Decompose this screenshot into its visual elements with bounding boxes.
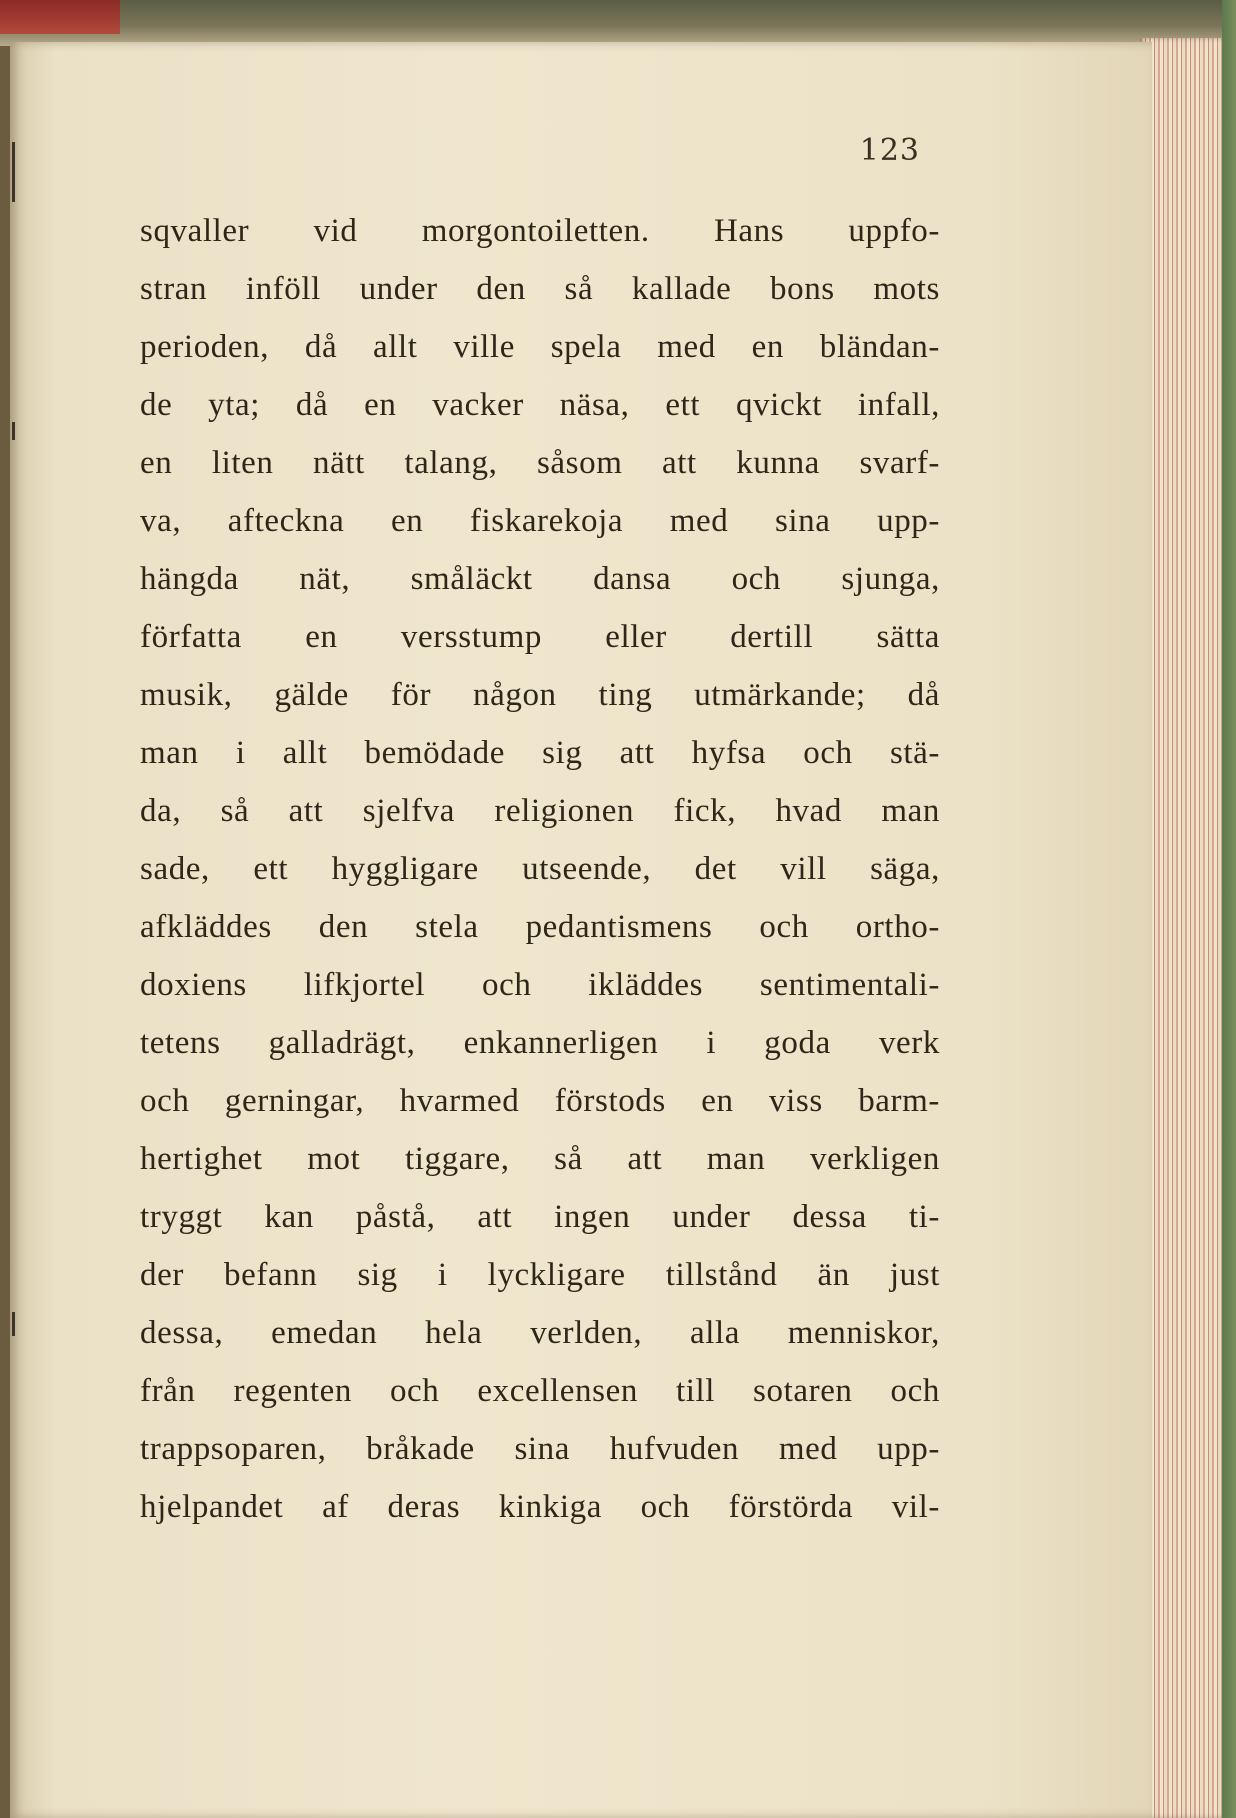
text-line: hängda nät, småläckt dansa och sjunga, (140, 561, 940, 597)
red-spine-tab (0, 0, 120, 34)
text-line: hertighet mot tiggare, så att man verkligen (140, 1141, 940, 1177)
text-line: stran inföll under den så kallade bons mots (140, 271, 940, 307)
text-line: tryggt kan påstå, att ingen under dessa ti- (140, 1199, 940, 1235)
text-line: hjelpandet af deras kinkiga och förstörda vil- (140, 1489, 940, 1525)
margin-mark (12, 422, 15, 440)
text-line: da, så att sjelfva religionen fick, hvad man (140, 793, 940, 829)
text-line: musik, gälde för någon ting utmärkande; då (140, 677, 940, 713)
text-line: man i allt bemödade sig att hyfsa och stä- (140, 735, 940, 771)
text-line: tetens galladrägt, enkannerligen i goda verk (140, 1025, 940, 1061)
text-line: doxiens lifkjortel och ikläddes sentimentali- (140, 967, 940, 1003)
text-line: trappsoparen, bråkade sina hufvuden med upp- (140, 1431, 940, 1467)
book-binding-top (0, 0, 1236, 46)
text-line: en liten nätt talang, såsom att kunna svarf- (140, 445, 940, 481)
text-line: dessa, emedan hela verlden, alla menniskor, (140, 1315, 940, 1351)
text-line: från regenten och excellensen till sotaren och (140, 1373, 940, 1409)
text-line: de yta; då en vacker näsa, ett qvickt infall, (140, 387, 940, 423)
margin-mark (12, 1312, 15, 1336)
page-number: 123 (859, 133, 920, 168)
margin-mark (12, 142, 15, 202)
text-line: va, afteckna en fiskarekoja med sina upp- (140, 503, 940, 539)
text-line: der befann sig i lyckligare tillstånd än just (140, 1257, 940, 1293)
text-line: sade, ett hyggligare utseende, det vill säga, (140, 851, 940, 887)
text-line: sqvaller vid morgontoiletten. Hans uppfo- (140, 213, 940, 249)
text-line: perioden, då allt ville spela med en bländan- (140, 329, 940, 365)
text-line: författa en versstump eller dertill sätta (140, 619, 940, 655)
book-cover-edge (1222, 0, 1236, 1818)
text-line: och gerningar, hvarmed förstods en viss barm- (140, 1083, 940, 1119)
text-line: afkläddes den stela pedantismens och ortho- (140, 909, 940, 945)
body-text (140, 202, 940, 1536)
